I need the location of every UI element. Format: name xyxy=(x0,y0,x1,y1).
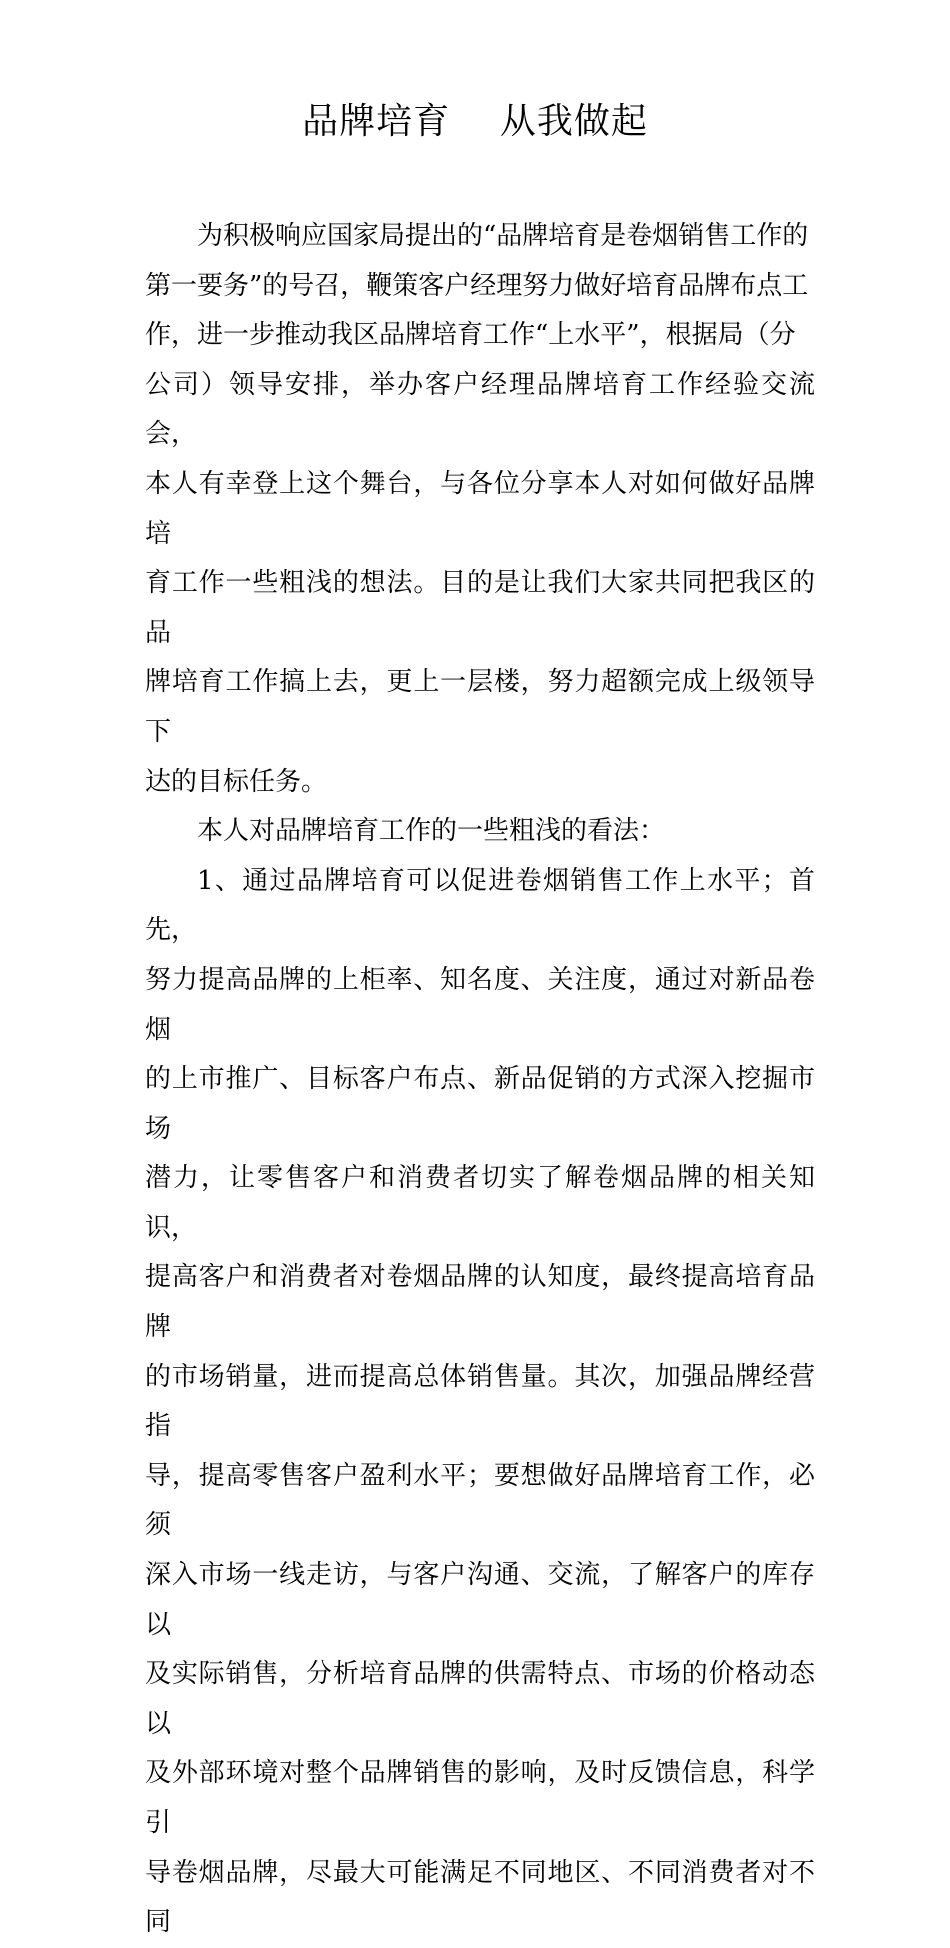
paragraph-intro: 为积极响应国家局提出的“品牌培育是卷烟销售工作的 第一要务”的号召，鞭策客户经理努力做好培育品牌布点工 作，进一步推动我区品牌培育工作“上水平”，根据局（分 公司）领导安排，举办客户经理品牌培育工作经验交流会， 本人有幸登上这个舞台，与各位分享本人对如何做好品牌培 育工作一些粗浅的想法。目的是让我们大家共同把我区的品 牌培育工作搞上去，更上一层楼，努力超额完成上级领导下 达的目标任务。 xyxy=(145,221,815,797)
paragraph-views-heading: 本人对品牌培育工作的一些粗浅的看法： xyxy=(197,816,666,847)
document-body xyxy=(145,212,815,1948)
document-title: 品牌培育 从我做起 xyxy=(302,101,648,142)
paragraph-point-1: 1、通过品牌培育可以促进卷烟销售工作上水平；首先， 努力提高品牌的上柜率、知名度、关注度，通过对新品卷烟 的上市推广、目标客户布点、新品促销的方式深入挖掘市场 潜力，让零售客户和消费者切实了解卷烟品牌的相关知识， 提高客户和消费者对卷烟品牌的认知度，最终提高培育品牌 的市场销量，进而提高总体销售量。其次，加强品牌经营指 导，提高零售客户盈利水平；要想做好品牌培育工作，必须 深入市场一线走访，与客户沟通、交流，了解客户的库存以 及实际销售，分析培育品牌的供需特点、市场的价格动态以 及外部环境对整个品牌销售的影响，及时反馈信息，科学引 导卷烟品牌，尽最大可能满足不同地区、不同消费者对不同 xyxy=(145,865,815,1938)
